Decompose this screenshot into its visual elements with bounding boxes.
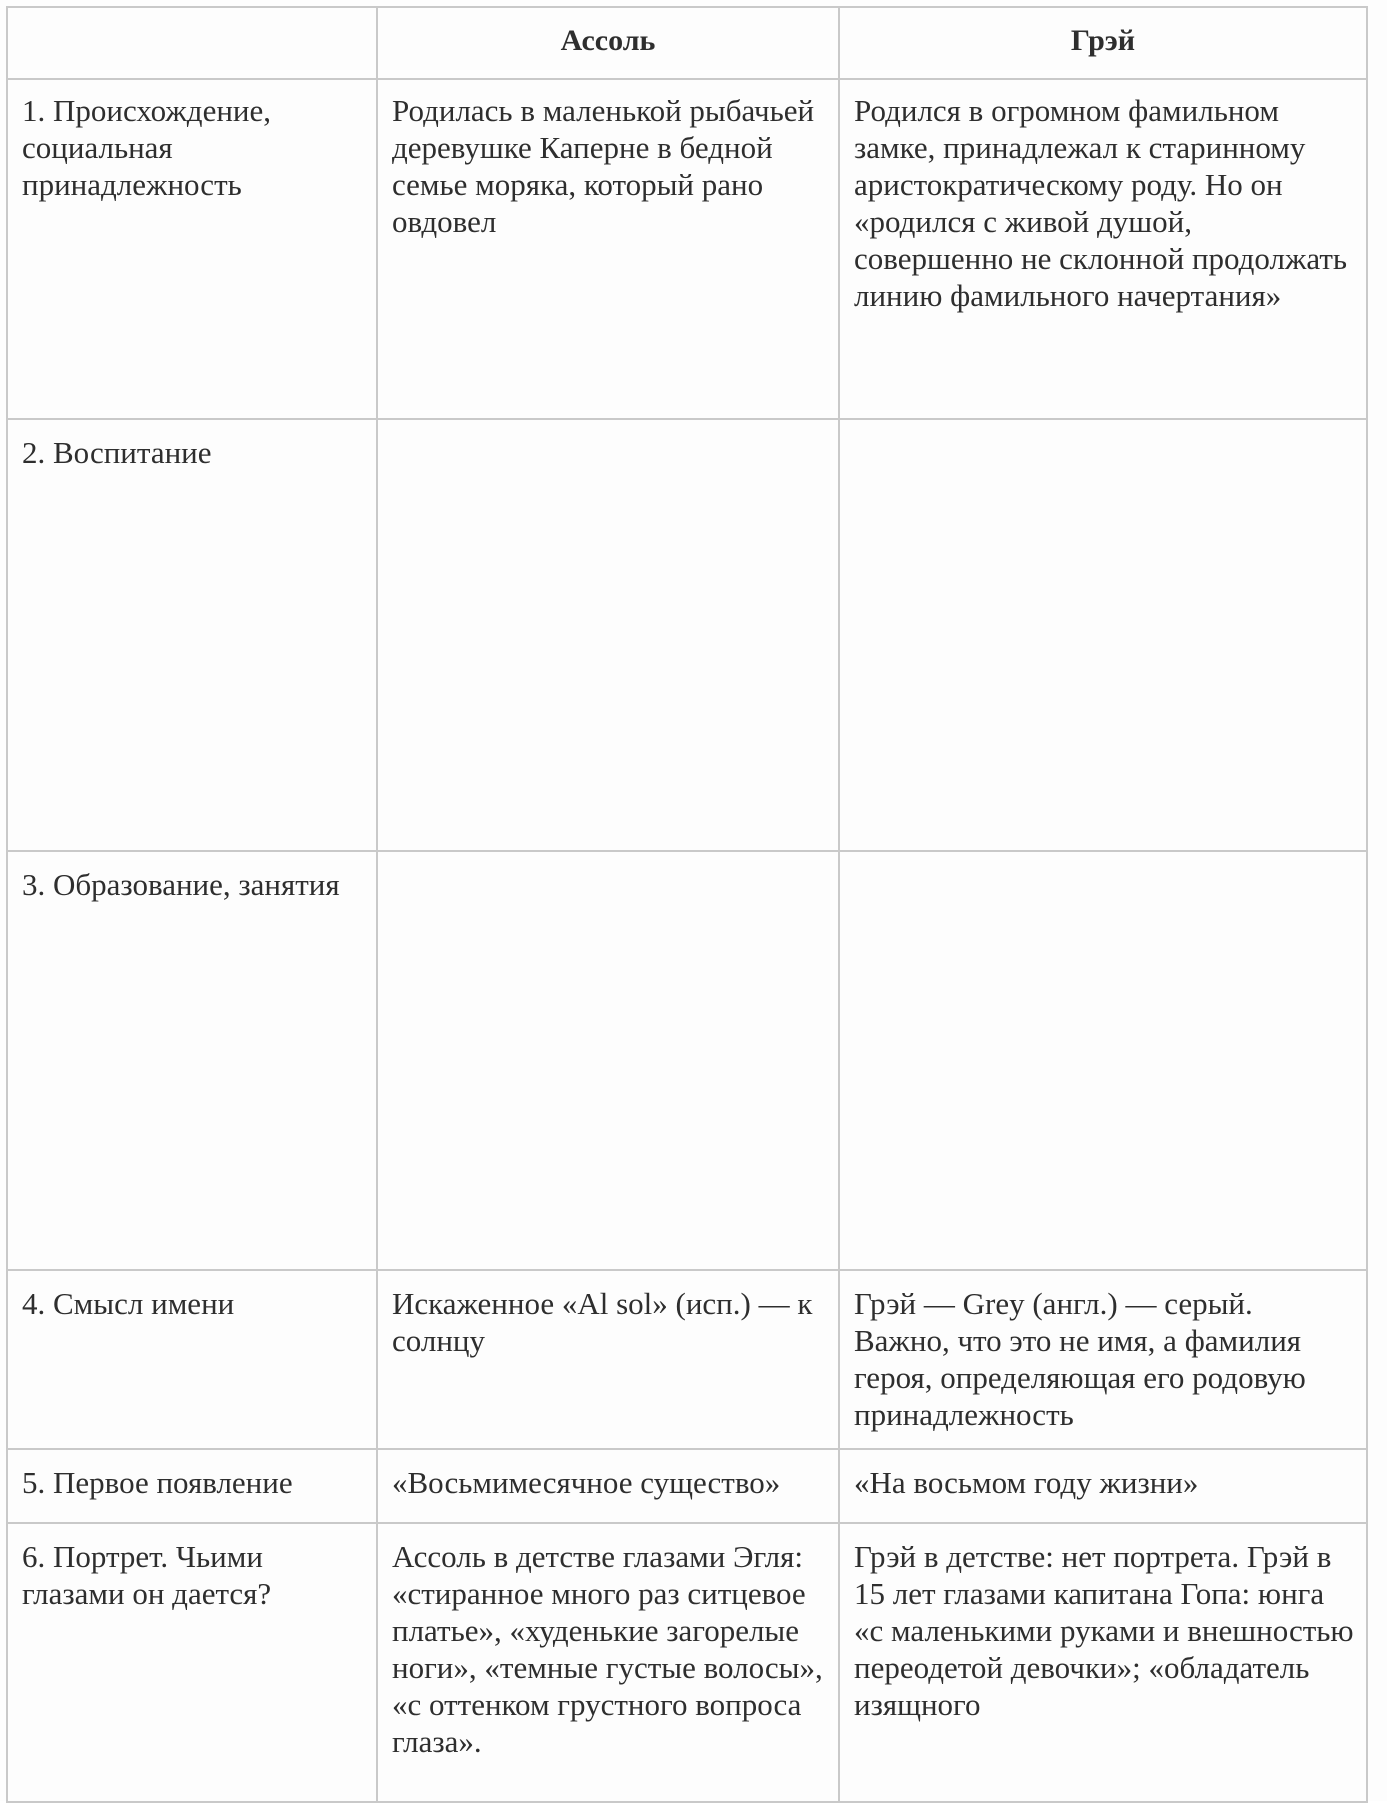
criterion-cell — [7, 79, 377, 419]
grey-text: «На восьмом году жизни» — [854, 1465, 1199, 1500]
criterion-text: 1. Происхождение, социальная принадлежность — [22, 93, 272, 202]
criterion-cell — [7, 1523, 377, 1802]
assol-text: Ассоль в детстве глазами Эгля: «стиранное много раз ситцевое платье», «худенькие загорелые ноги», «темные густые волосы», «с оттенком грустного вопроса глаза». — [392, 1539, 823, 1759]
header-criterion — [7, 7, 377, 79]
header-grey: Грэй — [839, 7, 1367, 79]
grey-text: Родился в огромном фамильном замке, принадлежал к старинному аристократическому роду. Но он «родился с живой душой, совершенно не склонной продолжать линию фамильного начертания» — [854, 93, 1348, 313]
table-row — [7, 1270, 1367, 1449]
table-row — [7, 851, 1367, 1270]
criterion-text: 5. Первое появление — [22, 1465, 293, 1500]
assol-cell — [377, 1449, 839, 1523]
criterion-cell — [7, 419, 377, 851]
assol-cell — [377, 851, 839, 1270]
criterion-text: 4. Смысл имени — [22, 1286, 235, 1321]
grey-text: Грэй — Grey (англ.) — серый. Важно, что это не имя, а фамилия героя, определяющая его родовую принадлежность — [854, 1286, 1306, 1432]
grey-text: Грэй в детстве: нет портрета. Грэй в 15 лет глазами капитана Гопа: юнга «с маленькими руками и внешностью переодетой девочки»; «обладатель изящного — [854, 1539, 1354, 1722]
criterion-text: 3. Образование, занятия — [22, 867, 340, 902]
assol-cell — [377, 419, 839, 851]
table-row — [7, 419, 1367, 851]
table-row — [7, 1449, 1367, 1523]
table-row — [7, 1523, 1367, 1802]
assol-cell — [377, 79, 839, 419]
criterion-text: 6. Портрет. Чьими глазами он дается? — [22, 1539, 272, 1611]
criterion-cell — [7, 1270, 377, 1449]
table-header-row — [7, 7, 1367, 79]
assol-text: «Восьмимесячное существо» — [392, 1465, 781, 1500]
grey-cell — [839, 1270, 1367, 1449]
table-row — [7, 79, 1367, 419]
grey-cell — [839, 1449, 1367, 1523]
grey-cell — [839, 1523, 1367, 1802]
grey-cell — [839, 419, 1367, 851]
grey-cell — [839, 79, 1367, 419]
header-assol: Ассоль — [377, 7, 839, 79]
comparison-table — [6, 6, 1368, 1803]
grey-cell — [839, 851, 1367, 1270]
assol-cell — [377, 1523, 839, 1802]
criterion-cell — [7, 851, 377, 1270]
assol-cell — [377, 1270, 839, 1449]
criterion-text: 2. Воспитание — [22, 435, 212, 470]
criterion-cell — [7, 1449, 377, 1523]
assol-text: Искаженное «Al sol» (исп.) — к солнцу — [392, 1286, 813, 1358]
assol-text: Родилась в маленькой рыбачьей деревушке Каперне в бедной семье моряка, который рано овдовел — [392, 93, 815, 239]
